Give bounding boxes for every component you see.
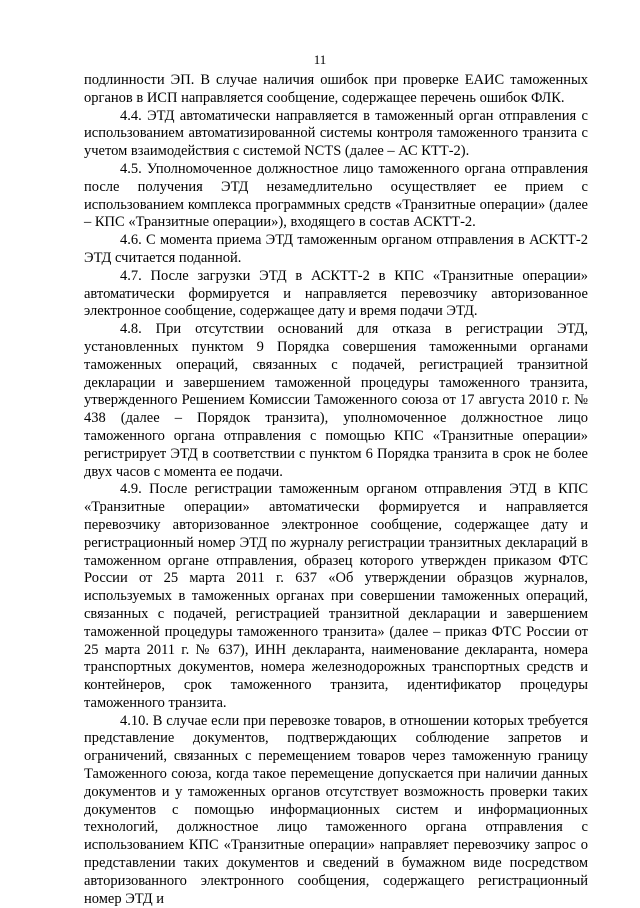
paragraph-4-9: 4.9. После регистрации таможенным органом отправления ЭТД в КПС «Транзитные операции» автоматически формируется и направляется перевозчику авторизованное электронное сообщение, содержащее дату и регистрационный номер ЭТД по журналу регистрации транзитных деклараций в таможенном органе отправления, образец которого утвержден приказом ФТС России от 25 марта 2011 г. 637 «Об утверждении образцов журналов, используемых в таможенных органах при совершении таможенных операций, связанных с подачей, регистрацией транзитной декларации и завершением таможенной процедуры таможенного транзита» (далее – приказ ФТС России от 25 марта 2011 г. № 637), ИНН декларанта, наименование декларанта, номера транспортных документов, номера железнодорожных транспортных средств и контейнеров, срок таможенного транзита, идентификатор процедуры таможенного транзита. <box>84 481 588 711</box>
document-body <box>84 72 588 908</box>
paragraph-4-4: 4.4. ЭТД автоматически направляется в таможенный орган отправления с использованием автоматизированной системы контроля таможенного транзита с учетом взаимодействия с системой NCTS (далее – АС КТТ-2). <box>84 107 588 160</box>
paragraph-continuation: подлинности ЭП. В случае наличия ошибок при проверке ЕАИС таможенных органов в ИСП направляется сообщение, содержащее перечень ошибок ФЛК. <box>84 72 588 106</box>
paragraph-4-10: 4.10. В случае если при перевозке товаров, в отношении которых требуется представление документов, подтверждающих соблюдение запретов и ограничений, связанных с перемещением товаров через таможенную границу Таможенного союза, когда такое перемещение допускается при наличии данных документов и у таможенных органов отсутствует возможность проверки таких документов с помощью информационных систем и информационных технологий, должностное лицо таможенного органа отправления с использованием КПС «Транзитные операции» направляет перевозчику запрос о представлении таких документов и сведений в бумажном виде посредством авторизованного электронного сообщения, содержащего регистрационный номер ЭТД и <box>84 712 588 907</box>
paragraph-4-7: 4.7. После загрузки ЭТД в АСКТТ-2 в КПС «Транзитные операции» автоматически формируется и направляется перевозчику авторизованное электронное сообщение, содержащее дату и время подачи ЭТД. <box>84 267 588 320</box>
paragraph-4-6: 4.6. С момента приема ЭТД таможенным органом отправления в АСКТТ-2 ЭТД считается поданной. <box>84 232 588 266</box>
paragraph-4-8: 4.8. При отсутствии оснований для отказа в регистрации ЭТД, установленных пунктом 9 Порядка совершения таможенными органами таможенных операций, связанных с подачей, регистрацией транзитной декларации и завершением таможенной процедуры таможенного транзита, утвержденного Решением Комиссии Таможенного союза от 17 августа 2010 г. № 438 (далее – Порядок транзита), уполномоченное должностное лицо таможенного органа отправления с помощью КПС «Транзитные операции» регистрирует ЭТД в соответствии с пунктом 6 Порядка транзита в срок не более двух часов с момента ее подачи. <box>84 321 588 480</box>
paragraph-4-5: 4.5. Уполномоченное должностное лицо таможенного органа отправления после получения ЭТД незамедлительно осуществляет ее прием с использованием комплекса программных средств «Транзитные операции» (далее – КПС «Транзитные операции»), входящего в состав АСКТТ-2. <box>84 160 588 231</box>
page-number: 11 <box>313 52 327 67</box>
